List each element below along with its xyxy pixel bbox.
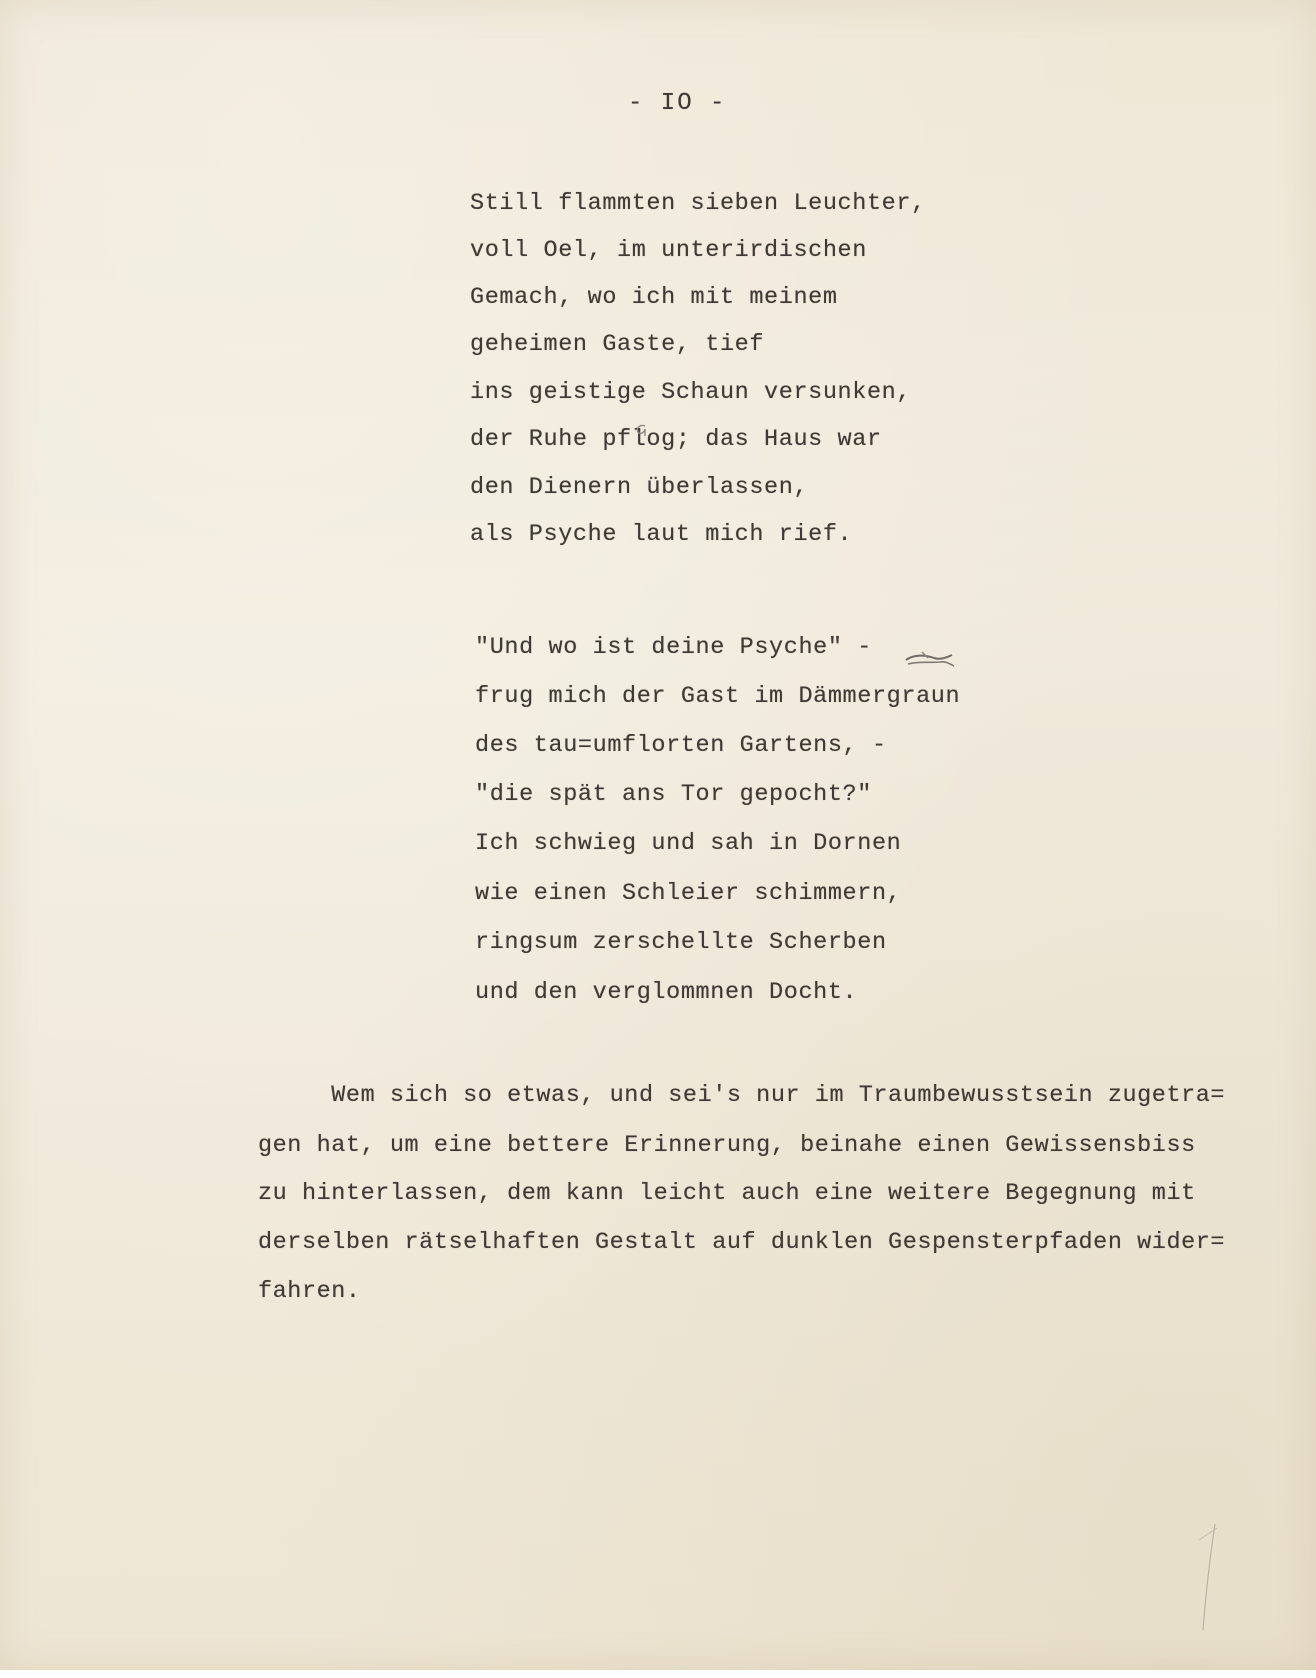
poem-line: als Psyche laut mich rief.: [470, 521, 853, 548]
prose-line: gen hat, um eine bettere Erinnerung, beinahe einen Gewissensbiss: [258, 1132, 1196, 1159]
poem-line: geheimen Gaste, tief: [470, 331, 765, 358]
pencil-insertion-mark: [900, 646, 960, 674]
prose-line: derselben rätselhaften Gestalt auf dunklen Gespensterpfaden wider=: [258, 1229, 1226, 1256]
poem-line: voll Oel, im unterirdischen: [470, 237, 867, 264]
prose-line: fahren.: [258, 1278, 361, 1305]
poem-line: ins geistige Schaun versunken,: [470, 379, 912, 406]
poem-line: Gemach, wo ich mit meinem: [470, 284, 838, 311]
poem-line: Still flammten sieben Leuchter,: [470, 190, 926, 217]
poem-line: der Ruhe pflog; das Haus war: [470, 426, 882, 453]
poem-line: Ich schwieg und sah in Dornen: [475, 830, 902, 857]
poem-line: "Und wo ist deine Psyche" -: [475, 634, 872, 661]
page-number: - IO -: [628, 90, 727, 117]
poem-line: "die spät ans Tor gepocht?": [475, 781, 872, 808]
poem-line: ringsum zerschellte Scherben: [475, 929, 887, 956]
pencil-correction-mark: [630, 420, 654, 446]
prose-line: zu hinterlassen, dem kann leicht auch eine weitere Begegnung mit: [258, 1180, 1196, 1207]
poem-line: und den verglommnen Docht.: [475, 979, 858, 1006]
pencil-stroke-mark: [1185, 1520, 1225, 1640]
poem-line: wie einen Schleier schimmern,: [475, 880, 902, 907]
poem-line: des tau=umflorten Gartens, -: [475, 732, 887, 759]
prose-line: Wem sich so etwas, und sei's nur im Traumbewusstsein zugetra=: [258, 1082, 1226, 1109]
poem-line: frug mich der Gast im Dämmergraun: [475, 683, 961, 710]
scan-edge: [0, 1670, 1316, 1678]
poem-line: den Dienern überlassen,: [470, 474, 809, 501]
